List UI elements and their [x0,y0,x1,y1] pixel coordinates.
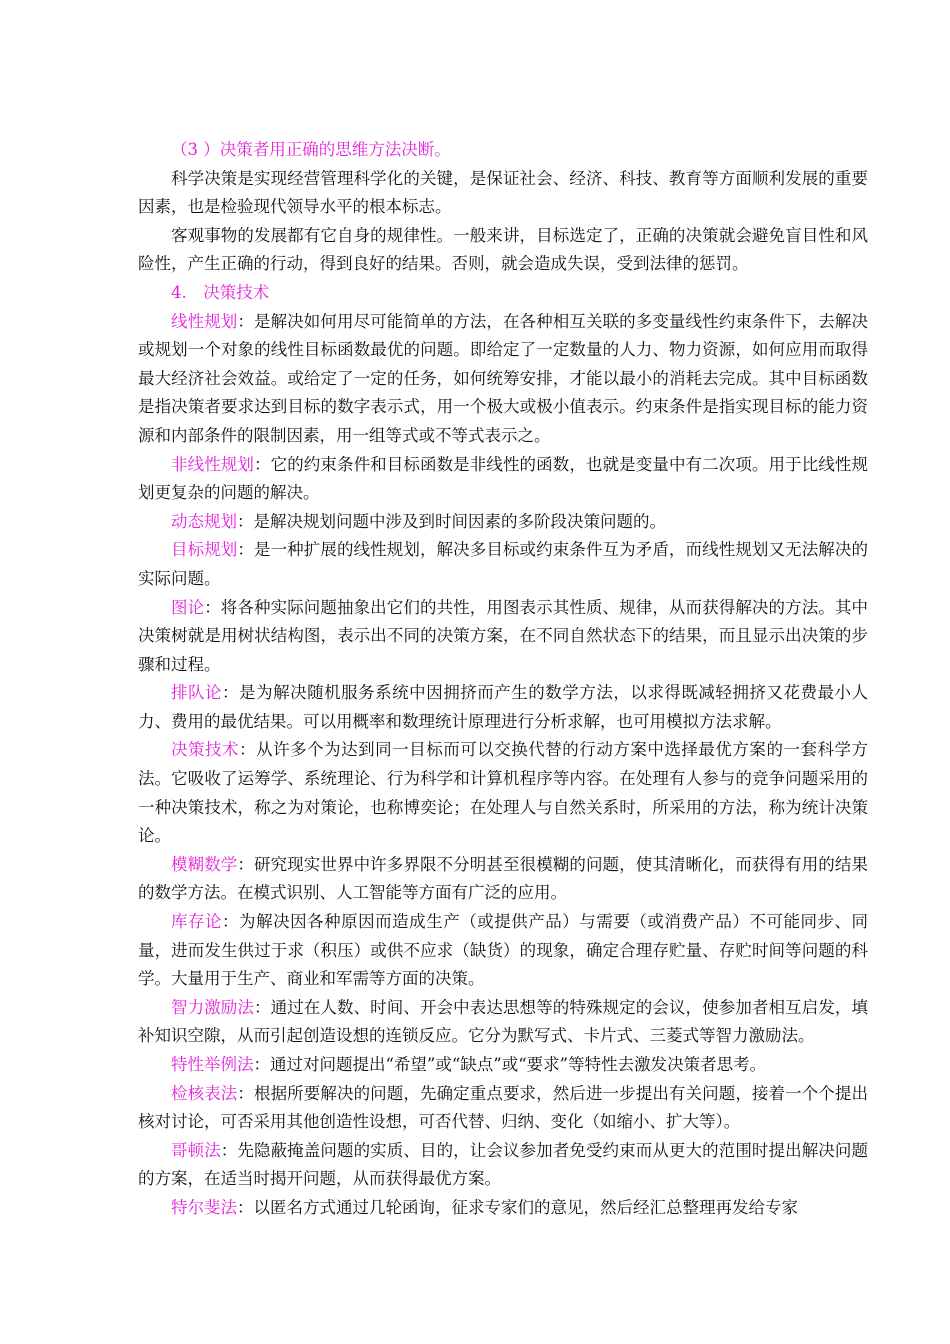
entry-text: ：将各种实际问题抽象出它们的共性，用图表示其性质、规律，从而获得解决的方法。其中决策树就是用树状结构图，表示出不同的决策方案，在不同自然状态下的结果，而且显示出决策的步骤和过程。 [138,597,869,674]
entry-term: 非线性规划 [171,454,254,474]
entry-text: ：通过在人数、时间、开会中表达思想等的特殊规定的会议，使参加者相互启发，填补知识空隙，从而引起创造设想的连锁反应。它分为默写式、卡片式、三菱式等智力激励法。 [138,997,869,1046]
document-page [138,136,868,1223]
entry-text: ：是为解决随机服务系统中因拥挤而产生的数学方法，以求得既减轻拥挤又花费最小人力、费用的最优结果。可以用概率和数理统计原理进行分析求解，也可用模拟方法求解。 [138,683,869,731]
entry-gordon-method [138,1137,868,1194]
entry-term: 排队论 [171,683,223,703]
entry-checklist-method [138,1080,868,1137]
entry-text: ：研究现实世界中许多界限不分明甚至很模糊的问题，使其清晰化，而获得有用的结果的数学方法。在模式识别、人工智能等方面有广泛的应用。 [138,854,869,903]
entry-text: ：根据所要解决的问题，先确定重点要求，然后进一步提出有关问题，接着一个个提出核对讨论，可否采用其他创造性设想，可否代替、归纳、变化（如缩小、扩大等）。 [138,1083,869,1132]
section-heading: 4. 决策技术 [171,282,270,302]
entry-term: 模糊数学 [171,854,238,874]
entry-graph-theory [138,594,868,680]
entry-queueing-theory [138,679,868,736]
entry-term: 智力激励法 [171,997,254,1017]
entry-nonlinear-programming [138,451,868,508]
entry-brainstorming [138,994,868,1051]
entry-fuzzy-math [138,851,868,908]
entry-decision-technique [138,736,868,850]
entry-linear-programming [138,308,868,451]
entry-text: ：为解决因各种原因而造成生产（或提供产品）与需要（或消费产品）不可能同步、同量，进而发生供过于求（积压）或供不应求（缺货）的现象，确定合理存贮量、存贮时间等问题的科学。大量用于生产、商业和军需等方面的决策。 [138,912,869,989]
entry-term: 图论 [171,597,205,617]
entry-term: 特性举例法 [171,1055,254,1074]
entry-text: ：它的约束条件和目标函数是非线性的函数，也就是变量中有二次项。用于比线性规划更复杂的问题的解决。 [138,454,869,503]
entry-text: ：从许多个为达到同一目标而可以交换代替的行动方案中选择最优方案的一套科学方法。它吸收了运筹学、系统理论、行为科学和计算机程序等内容。在处理有人参与的竞争问题采用的一种决策技术，称之为对策论，也称博奕论；在处理人与自然关系时，所采用的方法，称为统计决策论。 [138,740,869,846]
entry-text: ：先隐蔽掩盖问题的实质、目的，让会议参加者免受约束而从更大的范围时提出解决问题的方案，在适当时揭开问题，从而获得最优方案。 [138,1140,869,1189]
entry-term: 线性规划 [171,311,238,331]
entry-dynamic-programming [138,508,868,537]
entry-delphi-method [138,1194,868,1223]
entry-term: 目标规划 [171,540,238,560]
entry-term: 哥顿法 [171,1140,221,1160]
science-decision-paragraph: 科学决策是实现经营管理科学化的关键，是保证社会、经济、科技、教育等方面顺利发展的重要因素，也是检验现代领导水平的根本标志。 [138,168,868,217]
entry-goal-programming [138,536,868,593]
entry-text: ：以匿名方式通过几轮函询，征求专家们的意见，然后经汇总整理再发给专家 [237,1197,798,1217]
entry-term: 动态规划 [171,511,237,531]
entry-attribute-listing [138,1051,868,1080]
entry-text: ：通过对问题提出“希望”或“缺点”或“要求”等特性去激发决策者思考。 [253,1055,767,1074]
point-3-heading: （3 ）决策者用正确的思维方法决断。 [171,140,451,159]
entry-text: ：是解决如何用尽可能简单的方法，在各种相互关联的多变量线性约束条件下，去解决或规划一个对象的线性目标函数最优的问题。即给定了一定数量的人力、物力资源，如何应用而取得最大经济社会效益。或给定了一定的任务，如何统筹安排，才能以最小的消耗去完成。其中目标函数是指决策者要求达到目标的数字表示式，用一个极大或极小值表示。约束条件是指实现目标的能力资源和内部条件的限制因素，用一组等式或不等式表示之。 [138,311,869,445]
entry-term: 库存论 [171,912,223,932]
entry-text: ：是解决规划问题中涉及到时间因素的多阶段决策问题的。 [237,511,666,531]
entry-term: 决策技术 [171,740,240,760]
entry-term: 特尔斐法 [171,1197,237,1217]
entry-text: ：是一种扩展的线性规划，解决多目标或约束条件互为矛盾，而线性规划又无法解决的实际问题。 [138,540,869,588]
entry-term: 检核表法 [171,1083,238,1103]
entry-inventory-theory [138,908,868,994]
objective-law-paragraph: 客观事物的发展都有它自身的规律性。一般来讲，目标选定了，正确的决策就会避免盲目性和风险性，产生正确的行动，得到良好的结果。否则，就会造成失误，受到法律的惩罚。 [138,225,868,274]
